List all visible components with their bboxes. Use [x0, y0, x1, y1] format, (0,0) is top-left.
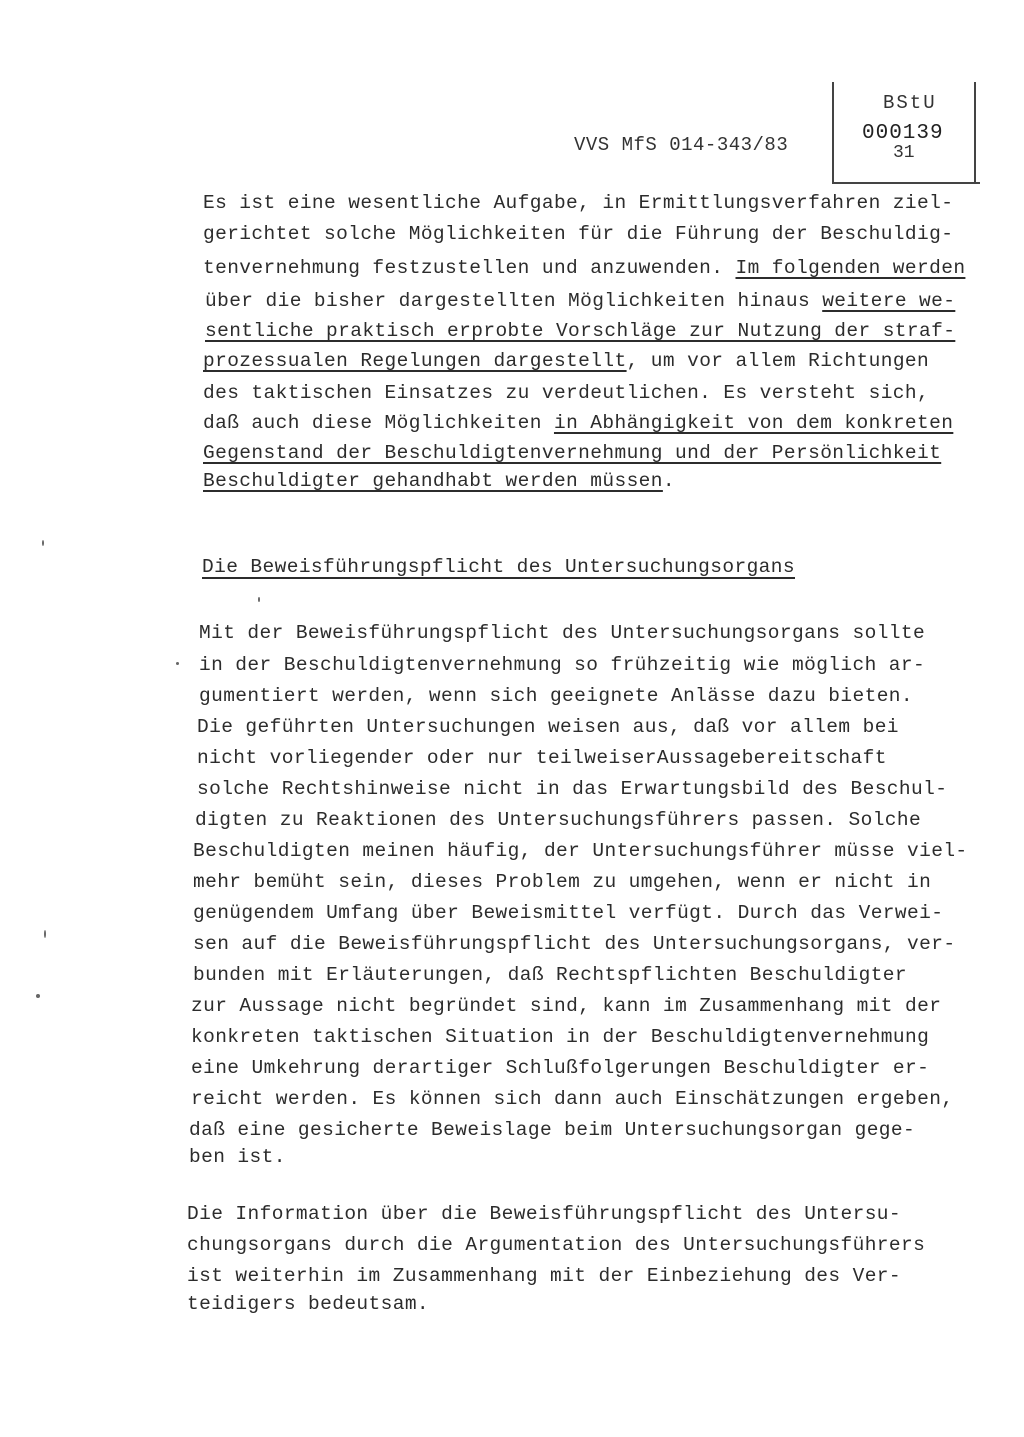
text-line: konkreten taktischen Situation in der Beschuldigtenvernehmung — [191, 1026, 930, 1048]
underlined-text-line: sentliche praktisch erprobte Vorschläge zur Nutzung der straf- — [205, 320, 956, 342]
text-line: nicht vorliegender oder nur teilweiserAussagebereitschaft — [197, 747, 887, 769]
text-line: genügendem Umfang über Beweismittel verfügt. Durch das Verwei- — [193, 902, 944, 924]
scan-speck — [258, 597, 260, 602]
text-line: gerichtet solche Möglichkeiten für die Führung der Beschuldig- — [203, 223, 954, 245]
text-line: sen auf die Beweisführungspflicht des Untersuchungsorgans, ver- — [193, 933, 956, 955]
text-line: eine Umkehrung derartiger Schlußfolgerungen Beschuldigter er- — [191, 1057, 930, 1079]
text-line: bunden mit Erläuterungen, daß Rechtspflichten Beschuldigter — [193, 964, 908, 986]
text-line — [203, 350, 929, 372]
text-line: ist weiterhin im Zusammenhang mit der Einbeziehung des Ver- — [187, 1265, 902, 1287]
text-line — [203, 470, 675, 492]
text-line: mehr bemüht sein, dieses Problem zu umgehen, wenn er nicht in — [193, 871, 932, 893]
section-heading: Die Beweisführungspflicht des Untersuchungsorgans — [202, 556, 795, 578]
text-span: , um vor allem Richtungen — [626, 350, 930, 372]
underlined-text-line: Gegenstand der Beschuldigtenvernehmung und der Persönlichkeit — [203, 442, 942, 464]
text-line: gumentiert werden, wenn sich geeignete Anlässe dazu bieten. — [199, 685, 914, 707]
text-line — [203, 412, 953, 434]
text-span: . — [662, 470, 675, 492]
text-line: Beschuldigten meinen häufig, der Untersuchungsführer müsse viel- — [193, 840, 968, 862]
stamp-number: 000139 — [862, 122, 944, 145]
text-line: ben ist. — [189, 1146, 286, 1168]
text-span: tenvernehmung festzustellen und anzuwenden. — [203, 257, 736, 279]
text-line: Es ist eine wesentliche Aufgabe, in Ermittlungsverfahren ziel- — [203, 192, 954, 214]
text-line: reicht werden. Es können sich dann auch Einschätzungen ergeben, — [191, 1088, 954, 1110]
text-span: über die bisher dargestellten Möglichkeiten hinaus — [205, 290, 823, 312]
text-span: daß auch diese Möglichkeiten — [203, 412, 554, 434]
text-line: digten zu Reaktionen des Untersuchungsführers passen. Solche — [195, 809, 922, 831]
text-line: Die geführten Untersuchungen weisen aus, daß vor allem bei — [197, 716, 899, 738]
underlined-text: prozessualen Regelungen dargestellt — [203, 350, 627, 372]
text-line: in der Beschuldigtenvernehmung so frühzeitig wie möglich ar- — [199, 654, 926, 676]
text-line — [203, 257, 965, 279]
text-line: Die Information über die Beweisführungspflicht des Untersu- — [187, 1203, 902, 1225]
text-line: daß eine gesicherte Beweislage beim Untersuchungsorgan gege- — [189, 1119, 916, 1141]
underlined-text: in Abhängigkeit von dem konkreten — [553, 412, 954, 434]
text-line: zur Aussage nicht begründet sind, kann im Zusammenhang mit der — [191, 995, 942, 1017]
scan-speck — [42, 540, 44, 546]
text-line: teidigers bedeutsam. — [187, 1293, 430, 1315]
underlined-text: Beschuldigter gehandhabt werden müssen — [203, 470, 663, 492]
text-line: chungsorgans durch die Argumentation des Untersuchungsführers — [187, 1234, 926, 1256]
page-number: 31 — [893, 143, 915, 163]
text-line: Mit der Beweisführungspflicht des Untersuchungsorgans sollte — [199, 622, 926, 644]
scan-speck — [44, 930, 46, 938]
document-reference: VVS MfS 014-343/83 — [574, 134, 789, 156]
underlined-text: Im folgenden werden — [735, 257, 966, 279]
scan-speck — [176, 662, 179, 665]
stamp-organization: BStU — [883, 92, 937, 114]
text-line — [205, 290, 955, 312]
text-line: des taktischen Einsatzes zu verdeutlichen. Es versteht sich, — [203, 382, 930, 404]
scan-speck — [36, 994, 40, 998]
underlined-text: weitere we- — [822, 290, 956, 312]
stamp-border — [974, 82, 976, 182]
text-line: solche Rechtshinweise nicht in das Erwartungsbild des Beschul- — [197, 778, 948, 800]
